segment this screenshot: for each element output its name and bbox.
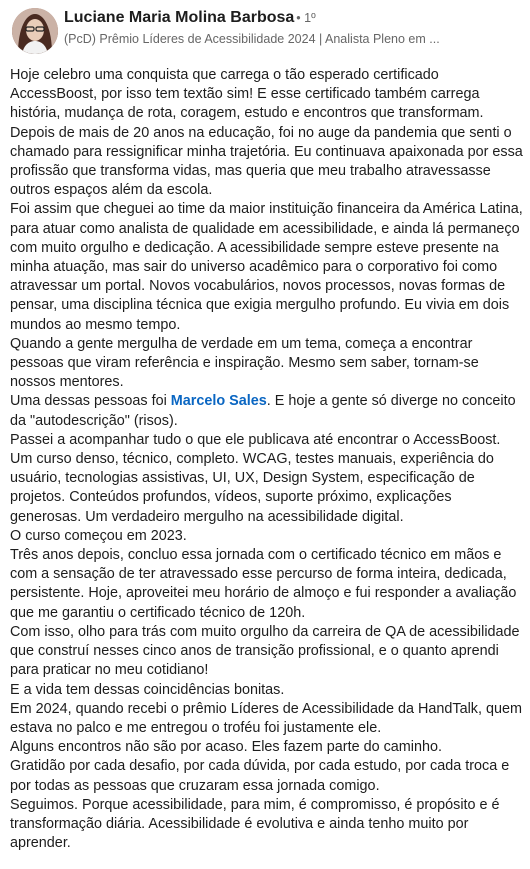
post-paragraph: Gratidão por cada desafio, por cada dúvida, por cada estudo, por cada troca e por todas as pessoas que cruzaram essa jornada comigo.	[10, 758, 510, 794]
post-paragraph: Seguimos. Porque acessibilidade, para mim, é compromisso, é propósito e é transformação diária. Acessibilidade é evolutiva e ainda tenho muito por aprender.	[10, 796, 500, 852]
avatar[interactable]	[12, 8, 58, 54]
connection-degree: • 1º	[296, 11, 316, 25]
post-paragraph: Passei a acompanhar tudo o que ele publicava até encontrar o AccessBoost. Um curso denso, técnico, completo. WCAG, testes manuais, experiência do usuário, tecnologias assistivas, UI, UX, Design System, especificação de projetos. Conteúdos profundos, vídeos, suporte próximo, explicações generosas. Um verdadeiro mergulho na acessibilidade digital.	[10, 431, 501, 525]
mention-prefix-text: Uma dessas pessoas foi	[10, 393, 171, 410]
post-paragraph: O curso começou em 2023.	[10, 527, 187, 544]
profile-photo-icon	[12, 8, 58, 54]
post-paragraph: Hoje celebro uma conquista que carrega o tão esperado certificado AccessBoost, por isso tem textão sim! E esse certificado também carrega história, mudança de rota, coragem, estudo e encontros que transformam.	[10, 67, 484, 122]
post-paragraph-with-mention	[10, 392, 524, 430]
author-line	[64, 9, 316, 27]
post-paragraph: Alguns encontros não são por acaso. Eles fazem parte do caminho.	[10, 739, 442, 756]
author-name[interactable]: Luciane Maria Molina Barbosa	[64, 9, 295, 26]
author-headline: (PcD) Prêmio Líderes de Acessibilidade 2024 | Analista Pleno em ...	[64, 32, 440, 46]
post-paragraph: Três anos depois, concluo essa jornada com o certificado técnico em mãos e com a sensação de ter atravessado esse percurso de forma inteira, dedicada, persistente. Hoje, aproveitei meu horário de almoço e fui responder a avaliação que me garantiu o certificado técnico de 120h.	[10, 547, 517, 621]
mention-link[interactable]: Marcelo Sales	[170, 393, 267, 410]
post-paragraph: Foi assim que cheguei ao time da maior instituição financeira da América Latina, para atuar como analista de qualidade em acessibilidade, e ainda lá permaneço com muito orgulho e dedicação. A acessibilidade sempre esteve presente na minha atuação, mas sair do universo acadêmico para o corporativo foi como atravessar um portal. Novos vocabulários, novos processos, novas formas de pensar, uma disciplina técnica que exigia mergulho profundo. Eu vivia em dois mundos ao mesmo tempo.	[10, 201, 523, 333]
post-body	[10, 66, 524, 853]
post-paragraph: Em 2024, quando recebi o prêmio Líderes de Acessibilidade da HandTalk, quem estava no palco e me entregou o troféu foi justamente ele.	[10, 700, 522, 736]
post-paragraph: Quando a gente mergulha de verdade em um tema, começa a encontrar pessoas que viram referência e inspiração. Mesmo sem saber, tornam-se nossos mentores.	[10, 335, 479, 391]
post-header	[8, 6, 522, 58]
post-paragraph: Depois de mais de 20 anos na educação, foi no auge da pandemia que senti o chamado para ressignificar minha trajetória. Eu continuava apaixonada por essa profissão que transforma vidas, mas queria que meu trabalho atravessasse outros espaços além da escola.	[10, 124, 523, 199]
post-paragraph: E a vida tem dessas coincidências bonitas.	[10, 681, 285, 698]
post-paragraph: Com isso, olho para trás com muito orgulho da carreira de QA de acessibilidade que construí nesses cinco anos de transição profissional, e o quanto aprendi para praticar no meu cotidiano!	[10, 623, 520, 679]
mention-suffix-text: . E hoje a gente só diverge no conceito da "autodescrição" (risos).	[10, 393, 516, 429]
